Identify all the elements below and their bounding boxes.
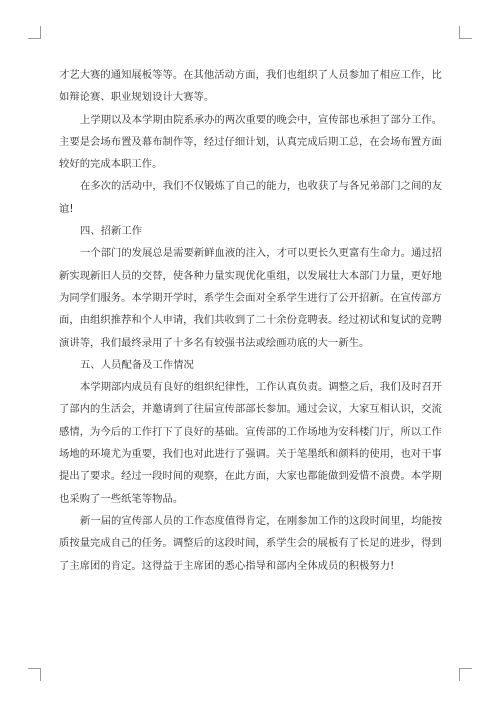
text-line: 面，由组织推荐和个人申请，我们共收到了二十余份竞聘表。经过初试和复试的竞聘	[59, 314, 442, 327]
text-line: 新实现新旧人员的交替，使各种力量实现优化重组，以发展壮大本部门力量，更好地	[59, 269, 442, 282]
section-heading: 五、人员配备及工作情况	[80, 358, 194, 371]
text-line: 主要是会场布置及幕布制作等，经过仔细计划，认真完成后期工总，在会场布置方面	[59, 135, 442, 148]
text-line: 场地的环境尤为重要，我们也对此进行了强调。关于笔墨纸和颜料的使用，也对干事	[59, 448, 442, 461]
text-line: 为同学们服务。本学期开学时，系学生会面对全系学生进行了公开招新。在宣传部方	[59, 291, 442, 304]
text-line: 了部内的生活会，并邀请到了往届宣传部部长参加。通过会议，大家互相认识，交流	[59, 403, 442, 416]
corner-mark-top-left	[28, 26, 41, 39]
section-heading: 四、招新工作	[80, 225, 143, 238]
corner-mark-top-right	[459, 26, 472, 39]
document-body	[59, 64, 443, 577]
text-line: 了主席团的肯定。这得益于主席团的悉心指导和部内全体成员的积极努力!	[59, 559, 395, 572]
text-line: 如辩论赛、职业规划设计大赛等。	[59, 91, 215, 104]
text-line: 上学期以及本学期由院系承办的两次重要的晚会中，宣传部也承担了部分工作。	[80, 113, 443, 126]
text-line: 质按量完成自己的任务。调整后的这段时间，系学生会的展板有了长足的进步，得到	[59, 537, 442, 550]
text-line: 提出了要求。经过一段时间的观察，在此方面，大家也都能做到爱惜不浪费。本学期	[59, 470, 442, 483]
text-line: 新一届的宣传部人员的工作态度值得肯定，在刚参加工作的这段时间里，均能按	[80, 514, 443, 527]
corner-mark-bottom-left	[28, 668, 41, 681]
text-line: 感情，为今后的工作打下了良好的基础。宣传部的工作场地为安科楼门厅，所以工作	[59, 425, 442, 438]
text-line: 在多次的活动中，我们不仅锻炼了自己的能力，也收获了与各兄弟部门之间的友	[80, 180, 443, 193]
text-line: 才艺大赛的通知展板等等。在其他活动方面，我们也组织了人员参加了相应工作，比	[59, 69, 442, 81]
text-line: 演讲等，我们最终录用了十多名有较强书法或绘画功底的大一新生。	[59, 336, 370, 349]
text-line: 也采购了一些纸笔等物品。	[59, 492, 184, 505]
corner-mark-bottom-right	[459, 668, 472, 681]
text-line: 一个部门的发展总是需要新鲜血液的注入，才可以更长久更富有生命力。通过招	[80, 247, 443, 260]
text-line: 谊!	[59, 202, 74, 215]
text-line: 本学期部内成员有良好的组织纪律性，工作认真负责。调整之后，我们及时召开	[80, 381, 443, 394]
text-line: 较好的完成本职工作。	[59, 158, 163, 171]
